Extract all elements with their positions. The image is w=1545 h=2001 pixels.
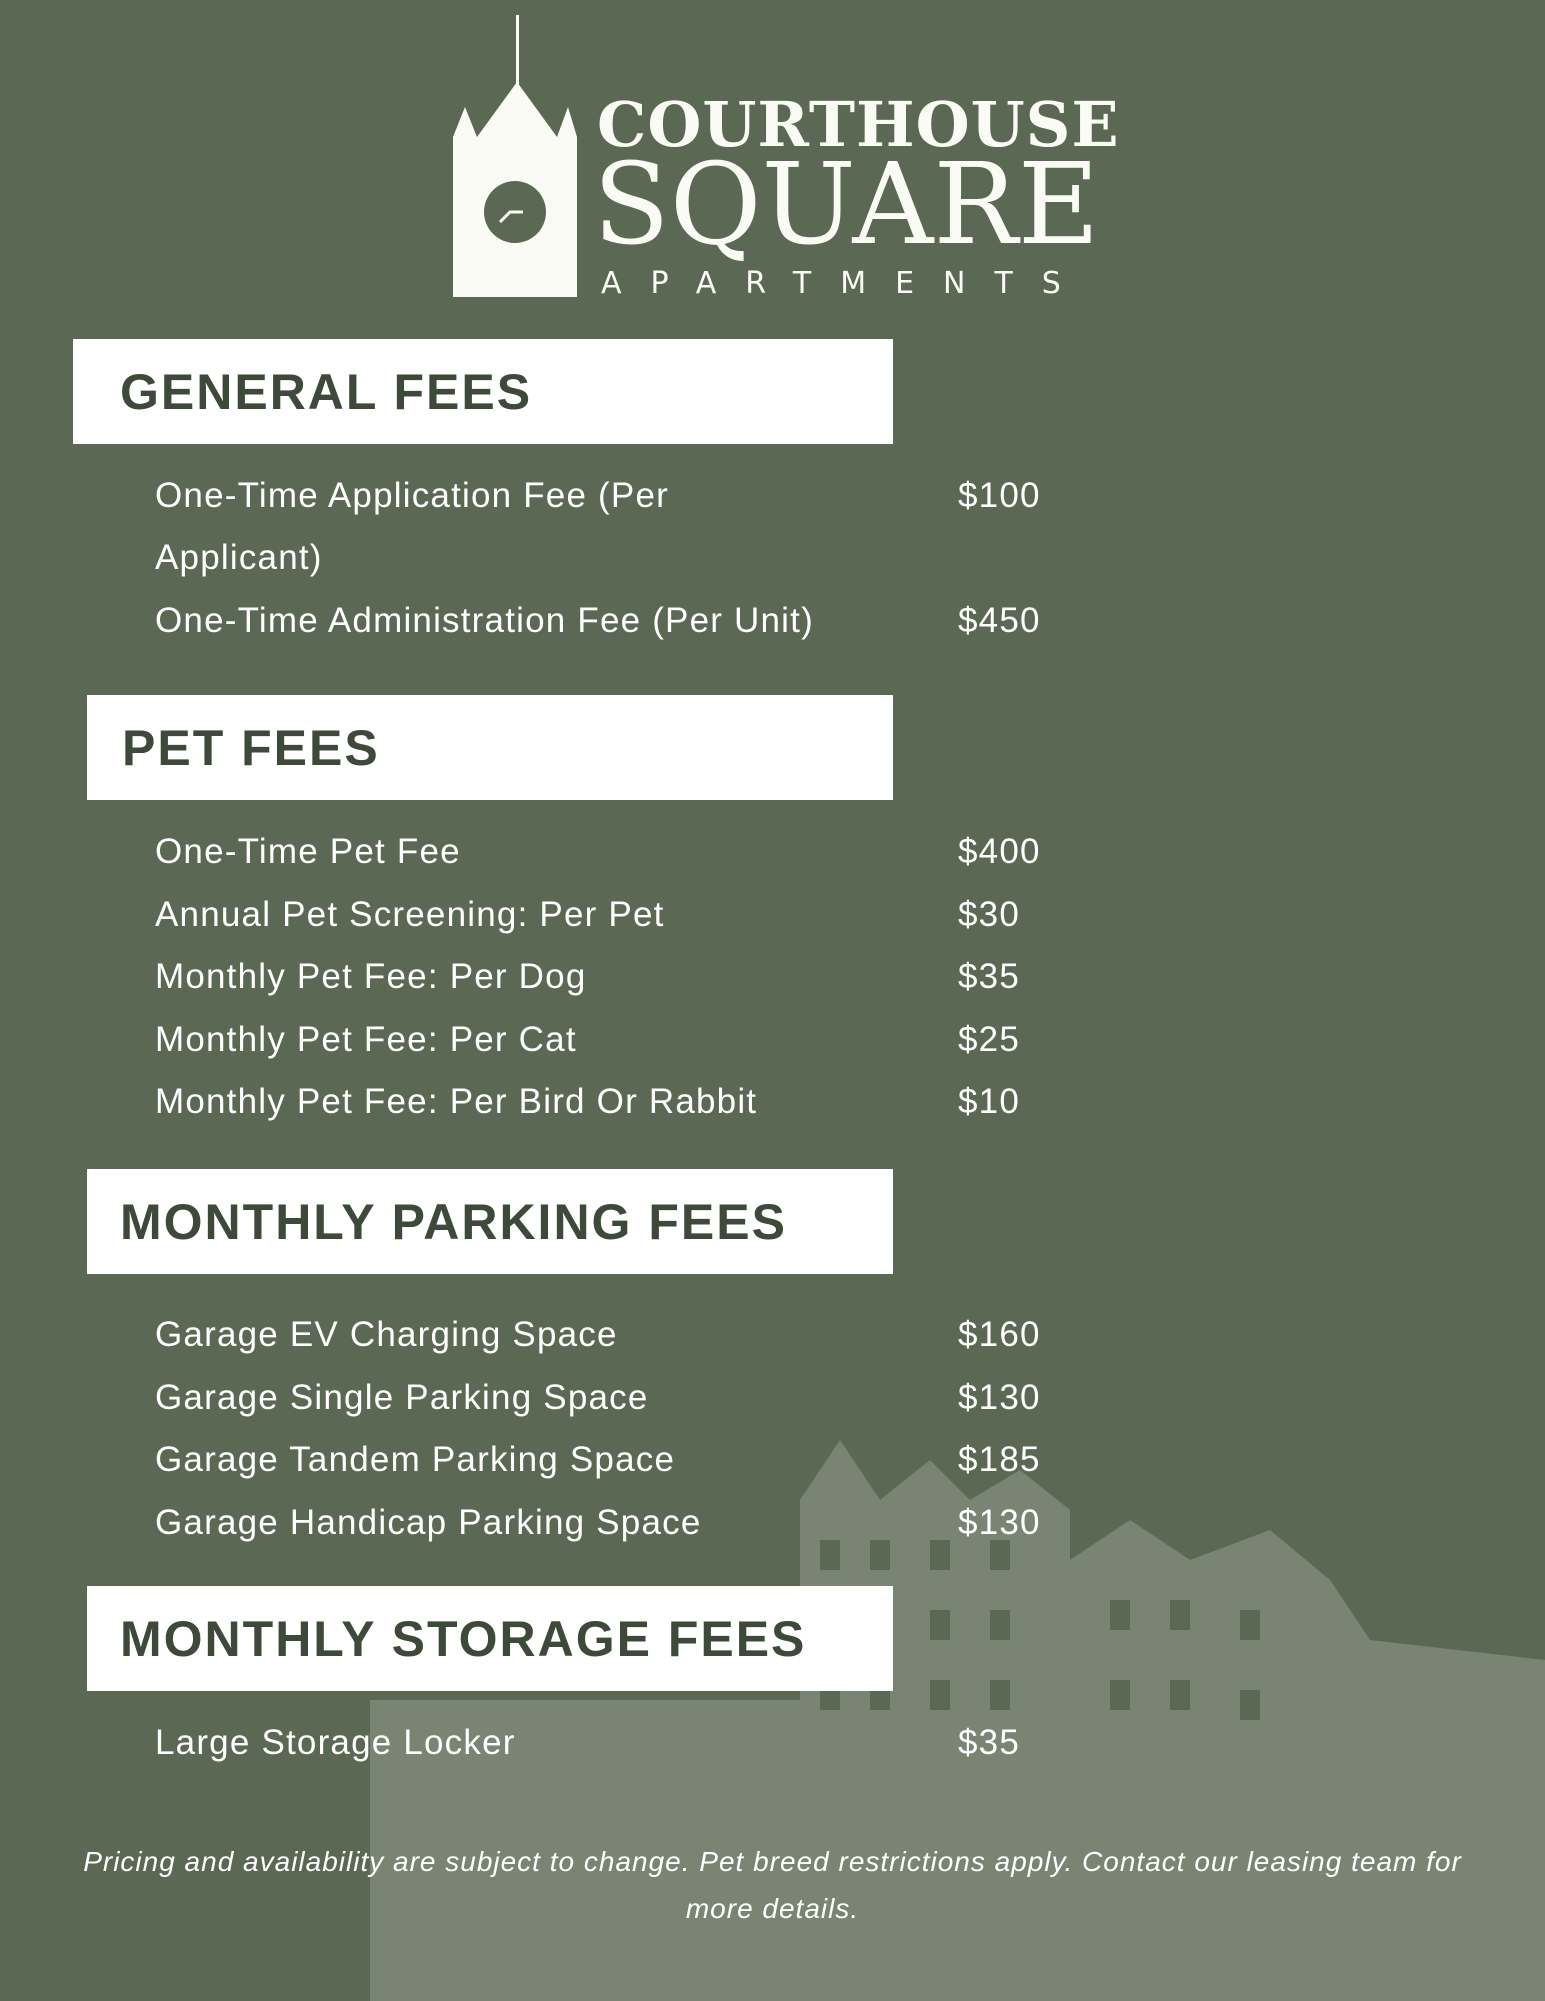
fee-price: $35 — [958, 957, 1020, 996]
fee-label: Monthly Pet Fee: Per Cat — [155, 1020, 577, 1059]
fee-price: $400 — [958, 832, 1041, 871]
clock-tower-icon — [450, 12, 590, 302]
fee-price: $185 — [958, 1440, 1041, 1479]
fee-row — [155, 590, 1155, 652]
section-header-pet — [87, 695, 893, 800]
fee-price: $25 — [958, 1020, 1020, 1059]
fee-label: One-Time Application Fee (Per Applicant) — [155, 476, 669, 577]
fee-row — [155, 1367, 1155, 1429]
fee-row — [155, 1492, 1155, 1554]
fee-row — [155, 1712, 1155, 1774]
fee-row — [155, 465, 1155, 589]
logo-line-apartments: APARTMENTS — [601, 266, 1090, 301]
fee-row — [155, 1071, 1155, 1133]
fee-price: $130 — [958, 1378, 1041, 1417]
fee-price: $10 — [958, 1082, 1020, 1121]
fee-row — [155, 1429, 1155, 1491]
fee-price: $100 — [958, 476, 1041, 515]
fee-price: $130 — [958, 1503, 1041, 1542]
fee-price: $30 — [958, 895, 1020, 934]
logo-line-square: SQUARE — [593, 140, 1100, 270]
fee-price: $35 — [958, 1723, 1020, 1762]
section-title: MONTHLY STORAGE FEES — [120, 1610, 807, 1667]
section-title: PET FEES — [122, 719, 380, 776]
fee-label: One-Time Pet Fee — [155, 832, 461, 871]
footer-disclaimer: Pricing and availability are subject to change. Pet breed restrictions apply. Contact our leasing team for more details. — [83, 1846, 1462, 1924]
fee-row — [155, 821, 1155, 883]
fee-label: Annual Pet Screening: Per Pet — [155, 895, 665, 934]
fee-label: Garage Tandem Parking Space — [155, 1440, 676, 1479]
fee-label: Garage EV Charging Space — [155, 1315, 618, 1354]
fee-row — [155, 884, 1155, 946]
fee-price: $450 — [958, 601, 1041, 640]
section-title: MONTHLY PARKING FEES — [120, 1193, 787, 1250]
section-title: GENERAL FEES — [120, 363, 533, 420]
fee-label: Monthly Pet Fee: Per Bird Or Rabbit — [155, 1082, 758, 1121]
fee-label: One-Time Administration Fee (Per Unit) — [155, 601, 814, 640]
fee-row — [155, 1009, 1155, 1071]
fee-label: Large Storage Locker — [155, 1723, 516, 1762]
section-header-parking — [87, 1169, 893, 1274]
fee-label: Garage Handicap Parking Space — [155, 1503, 702, 1542]
logo-line-courthouse: COURTHOUSE — [597, 88, 1120, 161]
fee-row — [155, 946, 1155, 1008]
fee-price: $160 — [958, 1315, 1041, 1354]
fee-row — [155, 1304, 1155, 1366]
section-header-general — [73, 339, 893, 444]
fee-label: Garage Single Parking Space — [155, 1378, 649, 1417]
fee-label: Monthly Pet Fee: Per Dog — [155, 957, 587, 996]
section-header-storage — [87, 1586, 893, 1691]
